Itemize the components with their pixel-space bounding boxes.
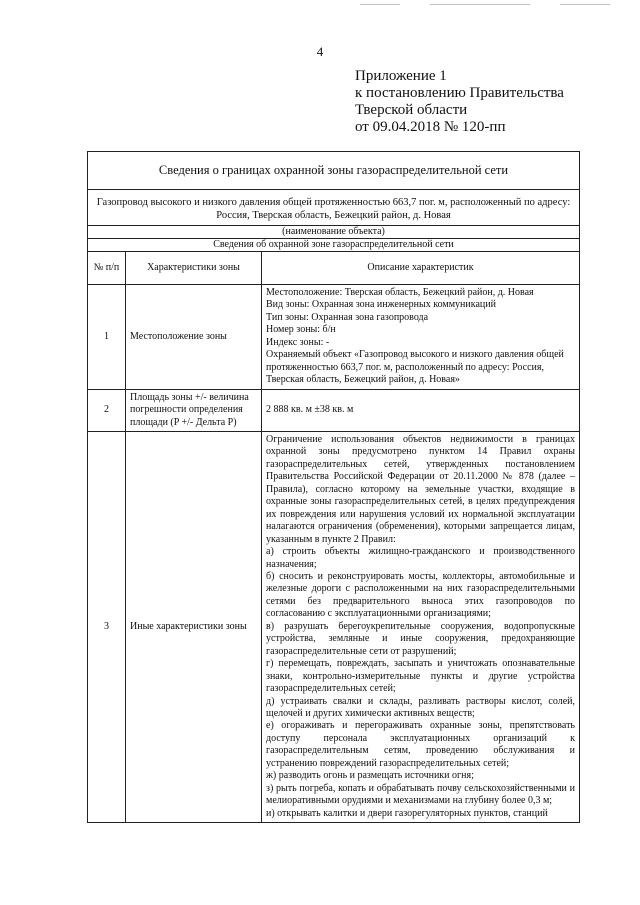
row-number: 2 <box>88 389 126 431</box>
row-characteristic: Иные характеристики зоны <box>126 431 262 822</box>
scan-artifact-line <box>430 4 530 5</box>
description-line: Тип зоны: Охранная зона газопровода <box>266 311 429 323</box>
section-title: Сведения об охранной зоне газораспределительной сети <box>88 239 580 252</box>
description-paragraph: д) устраивать свалки и склады, разливать растворы кислот, солей, щелочей и других химически активных веществ; <box>266 695 575 719</box>
description-paragraph: в) разрушать берегоукрепительные сооружения, водопропускные устройства, земляные и иные сооружения, предохраняющие газораспределительные сети от разрушений; <box>266 620 575 657</box>
header-characteristic: Характеристики зоны <box>126 252 262 285</box>
page-number: 4 <box>316 44 324 59</box>
appendix-line: Приложение 1 <box>355 68 447 84</box>
table-row <box>88 285 580 390</box>
table-row <box>88 389 580 431</box>
description-paragraph: ж) разводить огонь и размещать источники огня; <box>266 770 474 782</box>
object-row <box>88 190 580 226</box>
table-title-row <box>88 152 580 190</box>
appendix-line: от 09.04.2018 № 120-пп <box>355 119 506 135</box>
description-paragraph: е) огораживать и перегораживать охранные зоны, препятствовать доступу персонала эксплуатационных организаций к газораспределительным сетям, проведению обслуживания и устранению повреждений газораспределительных сетей; <box>266 720 575 769</box>
table-title: Сведения о границах охранной зоны газораспределительной сети <box>88 152 580 190</box>
description-line: Индекс зоны: - <box>266 336 330 348</box>
header-row <box>88 252 580 285</box>
description-paragraph: и) открывать калитки и двери газорегуляторных пунктов, станций <box>266 807 548 819</box>
row-description <box>262 285 580 390</box>
row-description <box>262 431 580 822</box>
row-characteristic: Местоположение зоны <box>126 285 262 390</box>
appendix-header <box>355 68 564 136</box>
object-caption: (наименование объекта) <box>88 226 580 239</box>
appendix-line: Тверской области <box>355 102 468 118</box>
description-line: Местоположение: Тверская область, Бежецкий район, д. Новая <box>266 287 534 298</box>
description-paragraph: б) сносить и реконструировать мосты, коллекторы, автомобильные и железные дороги с расположенными на них газораспределительными сетями без предварительного выноса этих газопроводов по согласованию с эксплуатационными организациями; <box>266 570 575 620</box>
description-paragraph: г) перемещать, повреждать, засыпать и уничтожать опознавательные знаки, контрольно-измерительные пункты и другие устройства газораспределительных сетей; <box>266 658 575 695</box>
zone-table <box>87 151 580 823</box>
description-paragraph: з) рыть погреба, копать и обрабатывать почву сельскохозяйственными и мелиоративными орудиями и механизмами на глубину более 0,3 м; <box>266 782 575 807</box>
scan-artifact-line <box>360 4 400 5</box>
appendix-line: к постановлению Правительства <box>355 85 564 101</box>
row-number: 1 <box>88 285 126 390</box>
object-description: Газопровод высокого и низкого давления общей протяженностью 663,7 пог. м, расположенный по адресу: Россия, Тверская область, Бежецкий район, д. Новая <box>88 190 580 226</box>
row-description: 2 888 кв. м ±38 кв. м <box>262 389 580 431</box>
header-num: № п/п <box>88 252 126 285</box>
row-number: 3 <box>88 431 126 822</box>
description-paragraph: а) строить объекты жилищно-гражданского и производственного назначения; <box>266 546 575 570</box>
scan-artifact-line <box>560 4 610 5</box>
description-line: Вид зоны: Охранная зона инженерных коммуникаций <box>266 299 496 311</box>
header-description: Описание характеристик <box>262 252 580 285</box>
table-row <box>88 431 580 822</box>
description-line: Номер зоны: б/н <box>266 324 336 336</box>
description-paragraph: Ограничение использования объектов недвижимости в границах охранной зоны предусмотрено пунктом 14 Правил охраны газораспределительных сетей, утвержденных постановлением Правительства Российской Федерации от 20.11.2000 № 878 (далее – Правила), согласно которому на земельные участки, входящие в охранные зоны газораспределительных сетей, в целях предупреждения их повреждения или нарушения условий их нормальной эксплуатации налагаются ограничения (обременения), которыми запрещается лицам, указанным в пункте 2 Правил: <box>266 433 575 545</box>
row-characteristic: Площадь зоны +/- величина погрешности определения площади (P +/- Дельта P) <box>126 389 262 431</box>
section-title-row <box>88 239 580 252</box>
description-line: Охраняемый объект «Газопровод высокого и низкого давления общей протяженностью 663,7 пог. м, расположенный по адресу: Россия, Тверская область, Бежецкий район, д. Новая» <box>266 349 564 386</box>
object-caption-row <box>88 226 580 239</box>
